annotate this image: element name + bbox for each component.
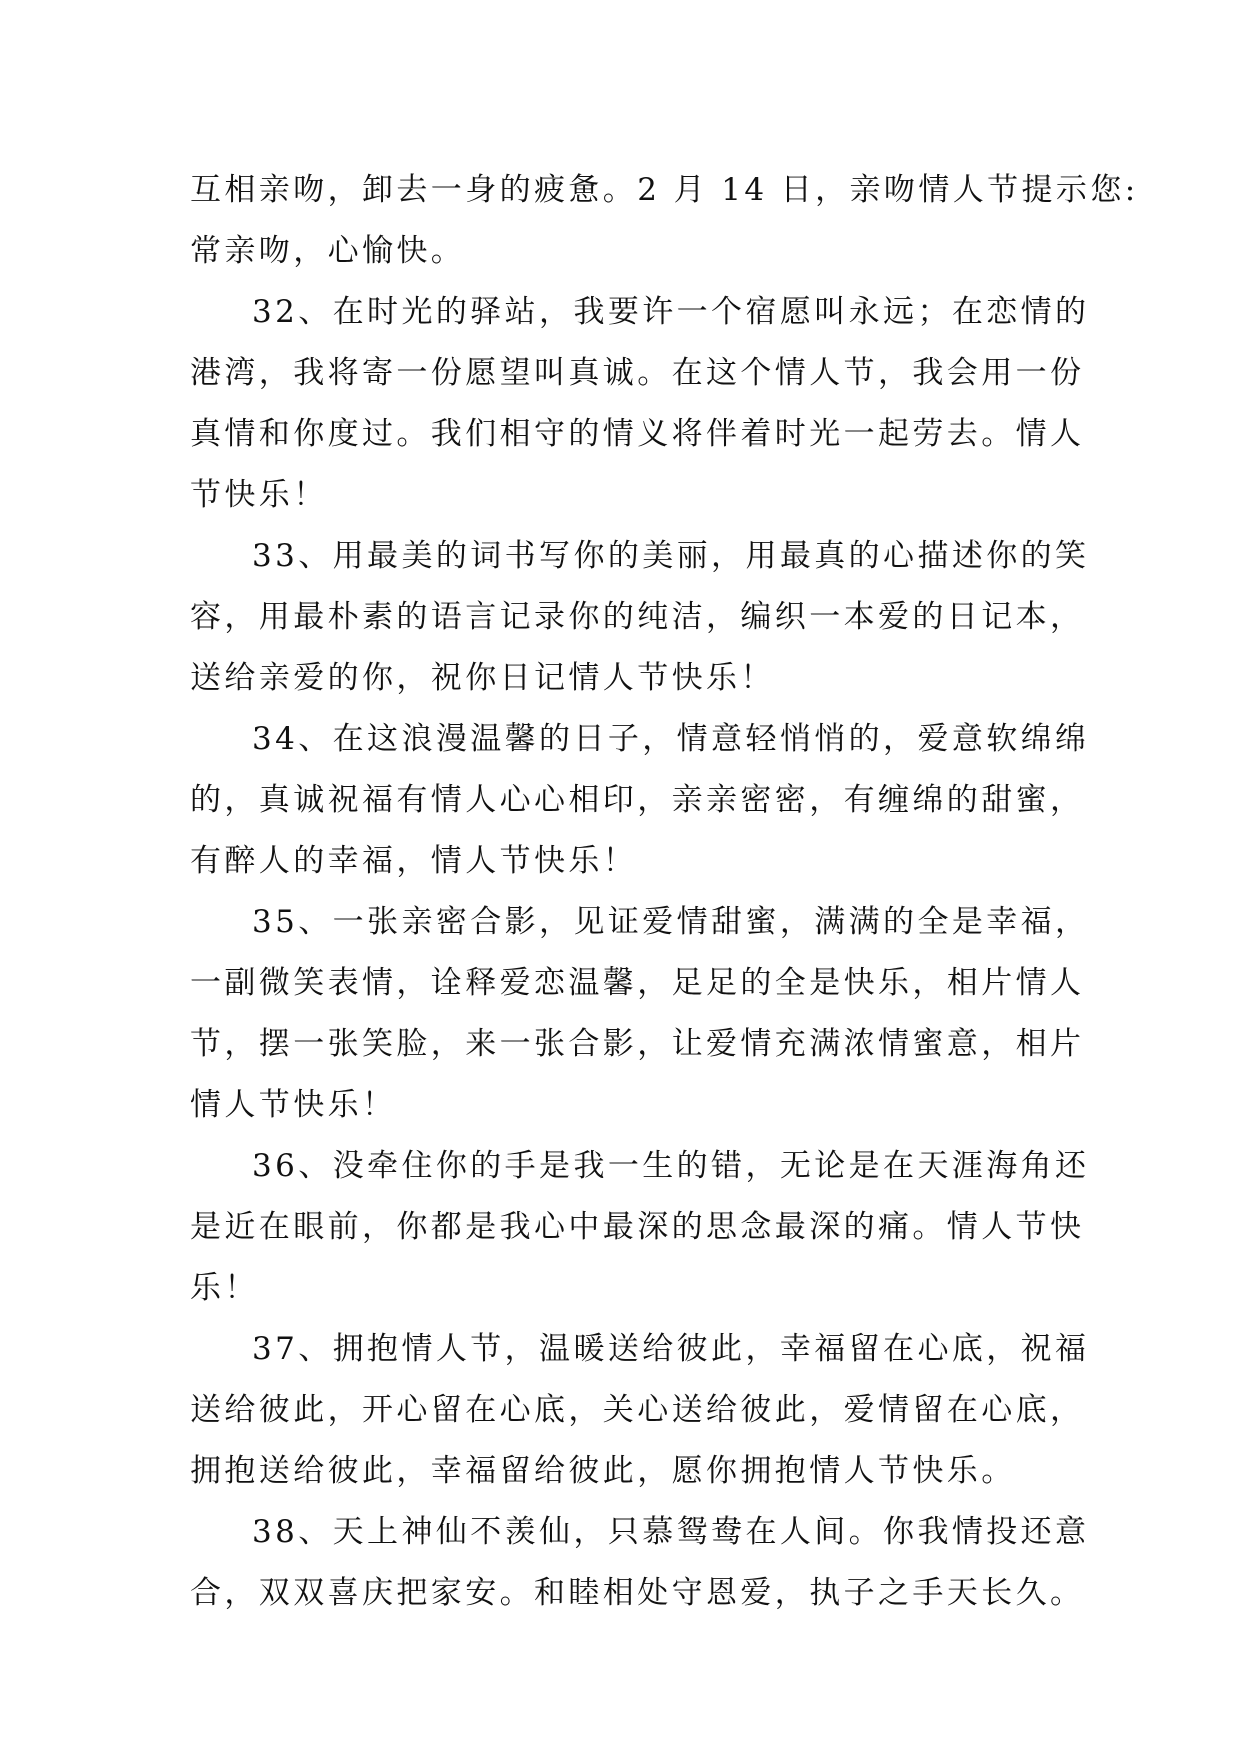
paragraph-line: 容，用最朴素的语言记录你的纯洁，编织一本爱的日记本， — [190, 599, 1085, 635]
paragraph-line: 常亲吻，心愉快。 — [190, 233, 466, 269]
paragraph-line: 32、在时光的驿站，我要许一个宿愿叫永远；在恋情的 — [252, 294, 1090, 330]
document-body — [190, 160, 1139, 1624]
paragraph-32 — [190, 282, 1090, 526]
paragraph-line: 乐！ — [190, 1270, 259, 1306]
paragraph-line: 33、用最美的词书写你的美丽，用最真的心描述你的笑 — [252, 538, 1090, 574]
paragraph-line: 港湾，我将寄一份愿望叫真诚。在这个情人节，我会用一份 — [190, 355, 1085, 391]
paragraph-line: 38、天上神仙不羡仙，只慕鸳鸯在人间。你我情投还意 — [252, 1514, 1090, 1550]
paragraph-line: 节快乐！ — [190, 477, 328, 513]
paragraph-line: 合，双双喜庆把家安。和睦相处守恩爱，执子之手天长久。 — [190, 1575, 1085, 1611]
paragraph-37 — [190, 1319, 1090, 1502]
paragraph-35 — [190, 892, 1090, 1136]
paragraph-34 — [190, 709, 1090, 892]
paragraph-36 — [190, 1136, 1090, 1319]
paragraph-line: 送给亲爱的你，祝你日记情人节快乐！ — [190, 660, 775, 696]
paragraph-line: 是近在眼前，你都是我心中最深的思念最深的痛。情人节快 — [190, 1209, 1085, 1245]
paragraph-31-continued — [190, 160, 1139, 282]
paragraph-line: 节，摆一张笑脸，来一张合影，让爱情充满浓情蜜意，相片 — [190, 1026, 1085, 1062]
paragraph-line: 送给彼此，开心留在心底，关心送给彼此，爱情留在心底， — [190, 1392, 1085, 1428]
paragraph-line: 35、一张亲密合影，见证爱情甜蜜，满满的全是幸福， — [252, 904, 1090, 940]
paragraph-33 — [190, 526, 1090, 709]
paragraph-line: 互相亲吻，卸去一身的疲惫。2 月 14 日，亲吻情人节提示您: — [190, 172, 1139, 208]
paragraph-line: 36、没牵住你的手是我一生的错，无论是在天涯海角还 — [252, 1148, 1090, 1184]
paragraph-line: 真情和你度过。我们相守的情义将伴着时光一起劳去。情人 — [190, 416, 1085, 452]
paragraph-line: 的，真诚祝福有情人心心相印，亲亲密密，有缠绵的甜蜜， — [190, 782, 1085, 818]
paragraph-line: 一副微笑表情，诠释爱恋温馨，足足的全是快乐，相片情人 — [190, 965, 1085, 1001]
paragraph-line: 情人节快乐！ — [190, 1087, 397, 1123]
paragraph-line: 34、在这浪漫温馨的日子，情意轻悄悄的，爱意软绵绵 — [252, 721, 1090, 757]
paragraph-38 — [190, 1502, 1090, 1624]
paragraph-line: 37、拥抱情人节，温暖送给彼此，幸福留在心底，祝福 — [252, 1331, 1090, 1367]
paragraph-line: 有醉人的幸福，情人节快乐！ — [190, 843, 638, 879]
paragraph-line: 拥抱送给彼此，幸福留给彼此，愿你拥抱情人节快乐。 — [190, 1453, 1016, 1489]
